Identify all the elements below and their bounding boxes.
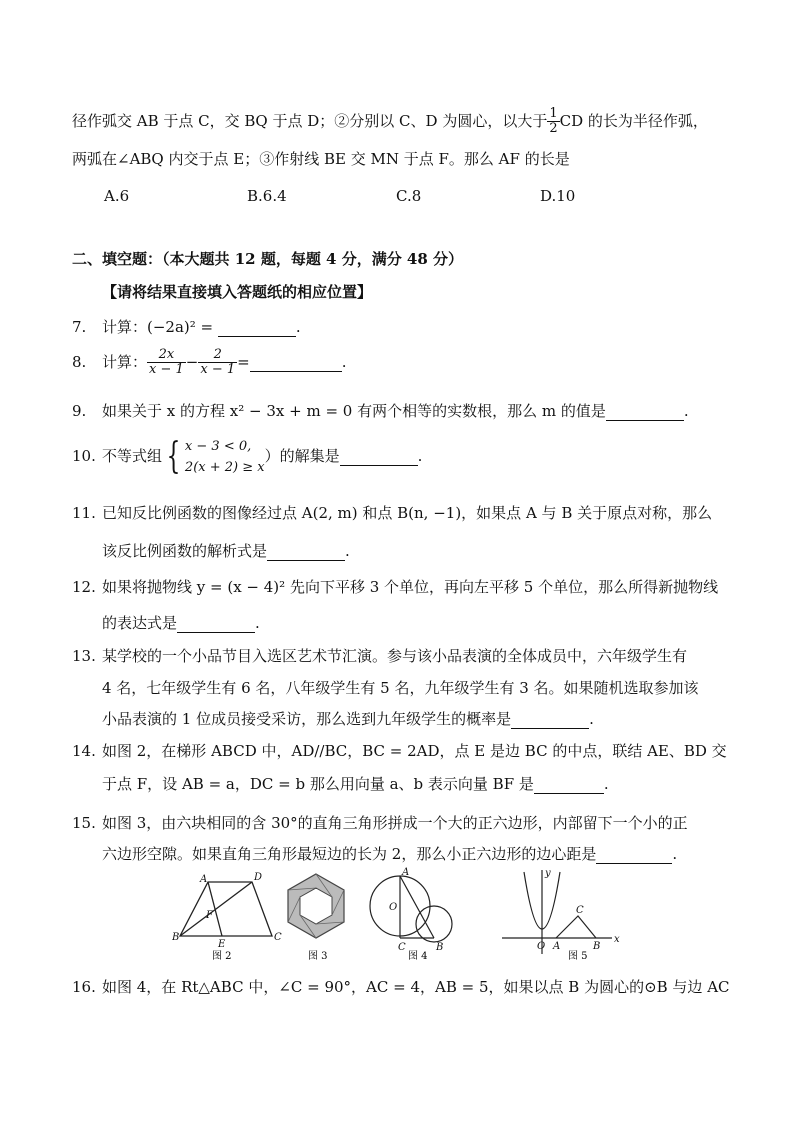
answer-blank[interactable] <box>218 318 296 337</box>
caption-fig3: 图 3 <box>308 951 328 962</box>
figure-3-hexagon <box>288 874 344 938</box>
circle-b <box>416 906 452 942</box>
caption-fig5: 图 5 <box>568 951 588 962</box>
question-13-line2: 4 名，七年级学生有 6 名，八年级学生有 5 名，九年级学生有 3 名。如果随机选取参加该 <box>102 679 699 697</box>
question-11: 11. 已知反比例函数的图像经过点 A(2, m) 和点 B(n, −1)，如果点 A 与 B 关于原点对称，那么 <box>72 504 713 522</box>
question-12-line2: 的表达式是 . <box>102 614 260 632</box>
fraction-2: $\frac{2}{x - 1}$ <box>200 347 236 378</box>
question-10: 10. 不等式组 { x − 3 < 0, 2(x + 2) ≥ x ）的解集是 . <box>72 436 423 477</box>
question-text: 计算：(−2a)² = <box>102 318 218 336</box>
label-a: A <box>553 941 561 952</box>
question-8: 8. 计算： $\frac{2x}{x - 1}$ − $\frac{2}{x - 1}$ = . <box>72 347 347 378</box>
question-text: 如果关于 x 的方程 x² − 3x + m = 0 有两个相等的实数根，那么 m 的值是 <box>102 402 606 420</box>
question-13: 13. 某学校的一个小品节目入选区艺术节汇演。参与该小品表演的全体成员中，六年级学生有 <box>72 647 688 665</box>
question-14: 14. 如图 2，在梯形 ABCD 中，AD//BC，BC = 2AD，点 E 是边 BC 的中点，联结 AE、BD 交 <box>72 742 727 760</box>
choice-b: B.6.4 <box>247 187 287 205</box>
figure-2-trapezoid <box>180 882 272 936</box>
answer-blank[interactable] <box>250 353 342 372</box>
question-number: 11. <box>72 504 96 522</box>
question-11-line2: 该反比例函数的解析式是 . <box>102 542 350 560</box>
question-7: 7. 计算：(−2a)² = . <box>72 318 301 336</box>
question-12: 12. 如果将抛物线 y = (x − 4)² 先向下平移 3 个单位，再向左平移 5 个单位，那么所得新抛物线 <box>72 578 719 596</box>
fraction-2x: $\frac{2x}{x - 1}$ <box>149 347 184 378</box>
intro-line-2: 两弧在∠ABQ 内交于点 E；③作射线 BE 交 MN 于点 F。那么 AF 的长是 <box>72 150 570 168</box>
figure-4-circles <box>370 876 452 942</box>
question-number: 16. <box>72 978 96 996</box>
answer-blank[interactable] <box>511 710 589 729</box>
brace-icon: { <box>166 436 181 477</box>
section-note: 【请将结果直接填入答题纸的相应位置】 <box>102 283 373 301</box>
question-number: 8. <box>72 352 87 371</box>
choice-c: C.8 <box>396 187 422 205</box>
label-c: C <box>576 905 584 916</box>
answer-blank[interactable] <box>596 845 672 864</box>
question-14-line2: 于点 F，设 AB = a，DC = b 那么用向量 a、b 表示向量 BF 是 . <box>102 775 609 793</box>
answer-blank[interactable] <box>267 542 345 561</box>
intro-text-1b: CD 的长为半径作弧， <box>559 111 708 130</box>
label-b: B <box>593 941 601 952</box>
label-b: B <box>436 942 444 953</box>
label-b: B <box>172 932 180 943</box>
question-15-line2: 六边形空隙。如果直角三角形最短边的长为 2，那么小正六边形的边心距是 . <box>102 845 678 863</box>
segment-acb <box>556 916 596 938</box>
answer-blank[interactable] <box>177 614 255 633</box>
question-9: 9. 如果关于 x 的方程 x² − 3x + m = 0 有两个相等的实数根，那么 m 的值是 . <box>72 402 689 420</box>
answer-blank[interactable] <box>606 402 684 421</box>
label-o: O <box>389 902 398 913</box>
question-number: 7. <box>72 318 87 336</box>
figures-strip <box>172 866 622 964</box>
label-c: C <box>398 942 406 953</box>
question-number: 9. <box>72 402 87 420</box>
choice-d: D.10 <box>540 187 576 205</box>
answer-blank[interactable] <box>340 447 418 466</box>
caption-fig4: 图 4 <box>408 951 428 962</box>
question-13-line3: 小品表演的 1 位成员接受采访，那么选到九年级学生的概率是 . <box>102 710 594 728</box>
intro-text-1a: 径作弧交 AB 于点 C，交 BQ 于点 D；②分别以 C、D 为圆心，以大于 <box>72 111 548 130</box>
segment-bd <box>180 882 252 936</box>
label-f: F <box>206 910 213 921</box>
caption-fig2: 图 2 <box>212 951 232 962</box>
answer-blank[interactable] <box>534 775 604 794</box>
question-16: 16. 如图 4，在 Rt△ABC 中，∠C = 90°，AC = 4，AB = 5，如果以点 B 为圆心的⊙B 与边 AC <box>72 978 730 996</box>
inequality-system: x − 3 < 0, 2(x + 2) ≥ x <box>184 439 265 475</box>
intro-line-1 <box>72 107 708 137</box>
question-number: 14. <box>72 742 96 760</box>
choice-a: A.6 <box>104 187 130 205</box>
section-title: 二、填空题：（本大题共 12 题，每题 4 分，满分 48 分） <box>72 250 464 268</box>
label-a: A <box>402 867 410 878</box>
question-number: 15. <box>72 814 96 832</box>
label-o: O <box>537 941 546 952</box>
question-number: 13. <box>72 647 96 665</box>
question-number: 12. <box>72 578 96 596</box>
question-number: 10. <box>72 447 96 465</box>
question-15: 15. 如图 3，由六块相同的含 30°的直角三角形拼成一个大的正六边形，内部留下一个小的正 <box>72 814 688 832</box>
label-d: D <box>254 872 263 883</box>
label-c: C <box>274 932 282 943</box>
trapezoid-shape <box>180 882 272 936</box>
label-a: A <box>200 874 208 885</box>
label-y: y <box>545 868 551 879</box>
label-e: E <box>218 939 226 950</box>
fraction-half: $\frac{1}{2}$ <box>549 106 558 137</box>
label-x: x <box>614 934 620 945</box>
